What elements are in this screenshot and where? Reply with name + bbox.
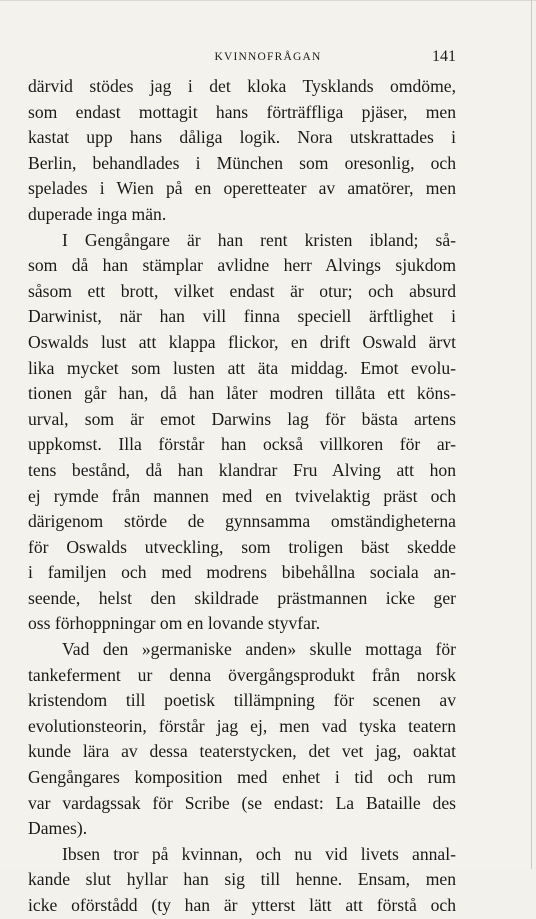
text-line: Darwinist, när han vill finna speciell ärftlighet i [28,306,456,327]
text-line: Vad den »germaniske anden» skulle mottaga för [62,639,456,660]
text-line: spelades i Wien på en operetteater av amatörer, men [28,178,456,199]
text-line: var vardagssak för Scribe (se endast: La Bataille des [28,792,456,813]
text-line: därigenom störde de gynnsamma omständigheterna [28,511,456,532]
text-line: för Oswalds utveckling, som troligen bäst skedde [28,536,456,557]
text-line: Gengångares komposition med enhet i tid och rum [28,767,456,788]
text-line: Berlin, behandlades i München som oresonlig, och [28,152,456,173]
text-line: tionen går han, då han låter modren tillåta ett köns- [28,383,456,404]
text-line: kunde lära av dessa teaterstycken, det vet jag, oaktat [28,741,456,762]
text-line: seende, helst den skildrade prästmannen icke ger [28,587,456,608]
text-line: kristendom till poetisk tillämpning för scenen av [28,690,456,711]
text-line: kastat upp hans dåliga logik. Nora utskrattades i [28,127,456,148]
text-line: ej rymde från mannen med en tvivelaktig präst och [28,485,456,506]
page-top-edge [0,0,536,1]
text-line: urval, som är emot Darwins lag för bästa artens [28,408,456,429]
text-line: såsom ett brott, vilket endast är otur; och absurd [28,280,456,301]
running-title: KVINNOFRÅGAN [214,51,322,63]
text-line: som endast mottagit hans förträffliga pjäser, men [28,101,456,122]
text-line: evolutionsteorin, förstår jag ej, men vad tyska teatern [28,715,456,736]
text-line: Oswalds lust att klappa flickor, en drift Oswald ärvt [28,331,456,352]
text-line: i familjen och med modrens bibehållna sociala an- [28,562,456,583]
text-line: I Gengångare är han rent kristen ibland; så- [62,229,456,250]
body-text [28,74,456,919]
text-line: lika mycket som lusten att äta middag. Emot evolu- [28,357,456,378]
text-line: oss förhoppningar om en lovande styvfar. [28,613,321,634]
text-line: tens bestånd, då han klandrar Fru Alving att hon [28,459,456,480]
text-line: tankeferment ur denna övergångsprodukt från norsk [28,664,456,685]
text-line: duperade inga män. [28,203,167,224]
text-line: icke oförstådd (ty han är ytterst lätt att förstå och [28,895,456,915]
page-right-edge [531,0,532,869]
page-number: 141 [432,48,456,65]
text-line: Dames). [28,818,88,839]
text-line: kande slut hyllar han sig till henne. Ensam, men [28,869,456,890]
text-line: uppkomst. Illa förstår han också villkoren för ar- [28,434,456,455]
text-line: Ibsen tror på kvinnan, och nu vid livets annal- [62,843,456,864]
running-head [0,50,536,70]
text-line: därvid stödes jag i det kloka Tysklands omdöme, [28,76,456,96]
text-line: som då han stämplar avlidne herr Alvings sjukdom [28,255,456,276]
